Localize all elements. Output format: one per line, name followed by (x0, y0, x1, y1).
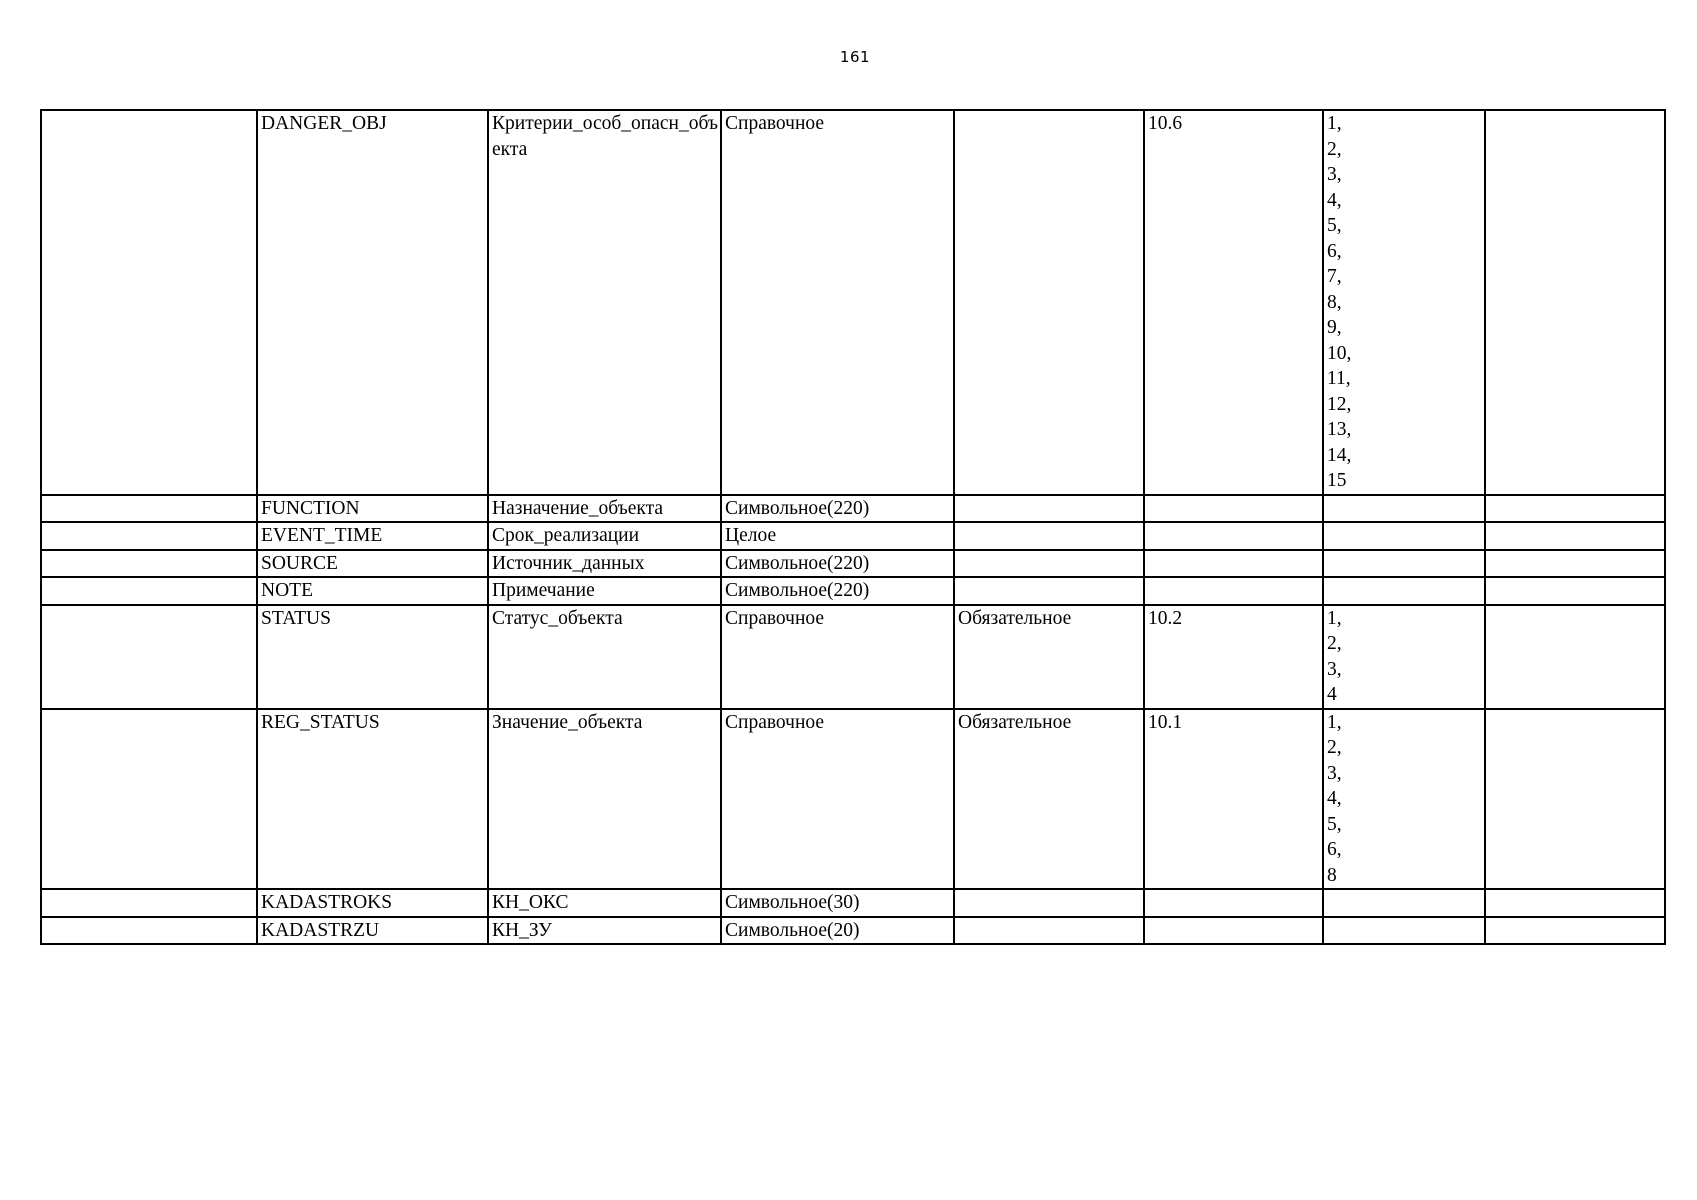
code-item: 14, (1327, 444, 1352, 466)
attribute-table (40, 109, 1666, 945)
field-alias-cell: Источник_данных (488, 550, 721, 578)
code-item: 8, (1327, 291, 1342, 313)
field-type-cell: Символьное(220) (721, 495, 954, 523)
empty-cell (41, 522, 257, 550)
field-name-cell: REG_STATUS (257, 709, 488, 890)
reference-cell (1144, 550, 1323, 578)
page-number: 161 (839, 48, 871, 66)
field-alias-cell: Значение_объекта (488, 709, 721, 890)
empty-cell (41, 709, 257, 890)
field-name-cell: FUNCTION (257, 495, 488, 523)
code-item: 13, (1327, 419, 1352, 440)
field-type-cell: Символьное(20) (721, 917, 954, 945)
codes-cell (1323, 522, 1485, 550)
required-cell (954, 577, 1144, 605)
note-cell (1485, 577, 1665, 605)
code-item: 2, (1327, 633, 1342, 654)
field-alias-cell: Срок_реализации (488, 522, 721, 550)
note-cell (1485, 917, 1665, 945)
reference-cell (1144, 889, 1323, 917)
code-item: 9, (1327, 317, 1342, 338)
reference-cell (1144, 917, 1323, 945)
codes-cell (1323, 889, 1485, 917)
field-name-cell: SOURCE (257, 550, 488, 578)
code-item: 6, (1327, 240, 1342, 262)
code-item: 2, (1327, 138, 1342, 160)
code-item: 1, (1327, 113, 1342, 134)
table-row (41, 495, 1665, 523)
reference-cell (1144, 577, 1323, 605)
code-item: 8 (1327, 864, 1337, 886)
table-row (41, 550, 1665, 578)
code-item: 3, (1327, 658, 1342, 680)
note-cell (1485, 110, 1665, 495)
empty-cell (41, 889, 257, 917)
field-alias-cell: КН_ЗУ (488, 917, 721, 945)
field-type-cell: Символьное(220) (721, 550, 954, 578)
code-item: 6, (1327, 839, 1342, 860)
code-item: 4, (1327, 189, 1342, 211)
code-item: 5, (1327, 813, 1342, 835)
field-name-cell: KADASTROKS (257, 889, 488, 917)
required-cell (954, 522, 1144, 550)
code-item: 4, (1327, 788, 1342, 809)
field-type-cell: Символьное(220) (721, 577, 954, 605)
field-name-cell: DANGER_OBJ (257, 110, 488, 495)
table-row (41, 577, 1665, 605)
empty-cell (41, 550, 257, 578)
code-item: 7, (1327, 266, 1342, 287)
field-type-cell: Целое (721, 522, 954, 550)
table-row (41, 605, 1665, 709)
code-item: 1, (1327, 711, 1342, 733)
note-cell (1485, 605, 1665, 709)
code-item: 5, (1327, 215, 1342, 236)
required-cell: Обязательное (954, 605, 1144, 709)
note-cell (1485, 889, 1665, 917)
table-row (41, 917, 1665, 945)
table-row (41, 522, 1665, 550)
required-cell (954, 550, 1144, 578)
field-name-cell: NOTE (257, 577, 488, 605)
table-row (41, 709, 1665, 890)
code-item: 10, (1327, 342, 1352, 364)
empty-cell (41, 605, 257, 709)
table-body (41, 110, 1665, 944)
reference-cell: 10.6 (1144, 110, 1323, 495)
field-type-cell: Справочное (721, 110, 954, 495)
reference-cell (1144, 522, 1323, 550)
code-item: 1, (1327, 607, 1342, 629)
required-cell (954, 110, 1144, 495)
empty-cell (41, 495, 257, 523)
codes-cell (1323, 605, 1485, 709)
field-name-cell: EVENT_TIME (257, 522, 488, 550)
empty-cell (41, 917, 257, 945)
field-alias-cell: Примечание (488, 577, 721, 605)
codes-cell (1323, 709, 1485, 890)
empty-cell (41, 110, 257, 495)
required-cell: Обязательное (954, 709, 1144, 890)
code-item: 3, (1327, 762, 1342, 784)
field-alias-cell: КН_ОКС (488, 889, 721, 917)
field-alias-cell: Статус_объекта (488, 605, 721, 709)
empty-cell (41, 577, 257, 605)
code-item: 2, (1327, 737, 1342, 758)
codes-cell (1323, 550, 1485, 578)
field-alias-cell: Назначение_объекта (488, 495, 721, 523)
field-type-cell: Символьное(30) (721, 889, 954, 917)
code-item: 3, (1327, 164, 1342, 185)
codes-cell (1323, 577, 1485, 605)
note-cell (1485, 550, 1665, 578)
code-item: 11, (1327, 368, 1351, 389)
table-row (41, 110, 1665, 495)
reference-cell: 10.2 (1144, 605, 1323, 709)
field-name-cell: KADASTRZU (257, 917, 488, 945)
codes-cell (1323, 917, 1485, 945)
reference-cell: 10.1 (1144, 709, 1323, 890)
code-item: 12, (1327, 393, 1352, 415)
field-type-cell: Справочное (721, 605, 954, 709)
note-cell (1485, 709, 1665, 890)
reference-cell (1144, 495, 1323, 523)
codes-cell (1323, 495, 1485, 523)
field-alias-cell: Критерии_особ_опасн_объекта (488, 110, 721, 495)
note-cell (1485, 522, 1665, 550)
required-cell (954, 889, 1144, 917)
code-item: 4 (1327, 684, 1337, 705)
codes-cell (1323, 110, 1485, 495)
field-name-cell: STATUS (257, 605, 488, 709)
required-cell (954, 495, 1144, 523)
required-cell (954, 917, 1144, 945)
note-cell (1485, 495, 1665, 523)
field-type-cell: Справочное (721, 709, 954, 890)
code-item: 15 (1327, 470, 1347, 491)
table-row (41, 889, 1665, 917)
